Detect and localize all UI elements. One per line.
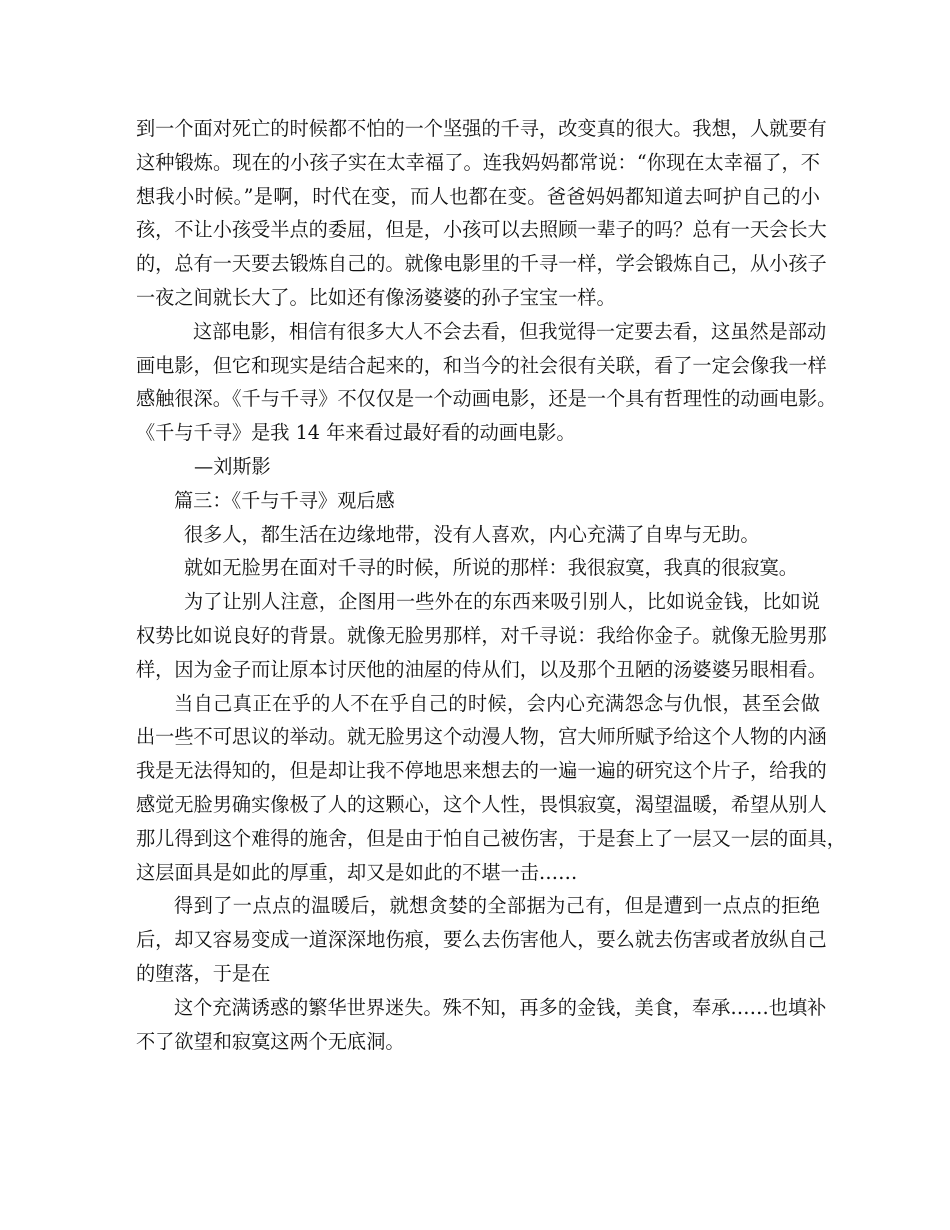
text-line: —刘斯影 bbox=[194, 454, 271, 478]
text-line: 那儿得到这个难得的施舍，但是由于怕自己被伤害，于是套上了一层又一层的面具， bbox=[136, 826, 846, 850]
text-line: 我是无法得知的，但是却让我不停地思来想去的一遍一遍的研究这个片子，给我的 bbox=[136, 759, 827, 783]
text-line: 就如无脸男在面对千寻的时候，所说的那样：我很寂寞，我真的很寂寞。 bbox=[184, 556, 798, 580]
text-line: 想我小时候。”是啊，时代在变，而人也都在变。爸爸妈妈都知道去呵护自己的小 bbox=[136, 184, 820, 208]
text-line: 这部电影，相信有很多大人不会去看，但我觉得一定要去看，这虽然是部动 bbox=[193, 319, 827, 343]
text-line: 当自己真正在乎的人不在乎自己的时候，会内心充满怨念与仇恨，甚至会做 bbox=[174, 691, 820, 715]
text-line: 感觉无脸男确实像极了人的这颗心，这个人性，畏惧寂寞，渴望温暖，希望从别人 bbox=[136, 792, 827, 816]
text-line: 为了让别人注意，企图用一些外在的东西来吸引别人，比如说金钱，比如说 bbox=[184, 590, 820, 614]
document-body bbox=[136, 112, 846, 1058]
text-line: 这层面具是如此的厚重，却又是如此的不堪一击…… bbox=[136, 860, 578, 884]
text-line: 到一个面对死亡的时候都不怕的一个坚强的千寻，改变真的很大。我想，人就要有 bbox=[136, 117, 827, 140]
text-line: 孩，不让小孩受半点的委屈，但是，小孩可以去照顾一辈子的吗？总有一天会长大 bbox=[136, 218, 827, 242]
text-line: 这种锻炼。现在的小孩子实在太幸福了。连我妈妈都常说：“你现在太幸福了，不 bbox=[136, 150, 820, 174]
text-line: 一夜之间就长大了。比如还有像汤婆婆的孙子宝宝一样。 bbox=[136, 285, 616, 309]
text-line: 的堕落，于是在 bbox=[136, 961, 271, 985]
text-line: 篇三：《千与千寻》观后感 bbox=[174, 488, 395, 512]
text-line: 权势比如说良好的背景。就像无脸男那样，对千寻说：我给你金子。就像无脸男那 bbox=[136, 623, 827, 647]
text-line: 《千与千寻》是我 14 年来看过最好看的动画电影。 bbox=[136, 421, 576, 445]
text-line: 样，因为金子而让原本讨厌他的油屋的侍从们，以及那个丑陋的汤婆婆另眼相看。 bbox=[136, 657, 827, 681]
text-line: 得到了一点点的温暖后，就想贪婪的全部据为己有，但是遭到一点点的拒绝 bbox=[174, 894, 820, 918]
text-line: 很多人，都生活在边缘地带，没有人喜欢，内心充满了自卑与无助。 bbox=[184, 522, 760, 546]
text-line: 感触很深。《千与千寻》不仅仅是一个动画电影，还是一个具有哲理性的动画电影。 bbox=[136, 387, 837, 411]
text-line: 不了欲望和寂寞这两个无底洞。 bbox=[136, 1029, 405, 1053]
text-line: 画电影，但它和现实是结合起来的，和当今的社会很有关联，看了一定会像我一样 bbox=[136, 353, 827, 377]
text-line: 出一些不可思议的举动。就无脸男这个动漫人物，宫大师所赋予给这个人物的内涵 bbox=[136, 725, 827, 749]
text-line: 这个充满诱惑的繁华世界迷失。殊不知，再多的金钱，美食，奉承……也填补 bbox=[174, 995, 827, 1019]
text-line: 后，却又容易变成一道深深地伤痕，要么去伤害他人，要么就去伤害或者放纵自己 bbox=[136, 928, 827, 952]
text-line: 的，总有一天要去锻炼自己的。就像电影里的千寻一样，学会锻炼自己，从小孩子 bbox=[136, 252, 827, 276]
